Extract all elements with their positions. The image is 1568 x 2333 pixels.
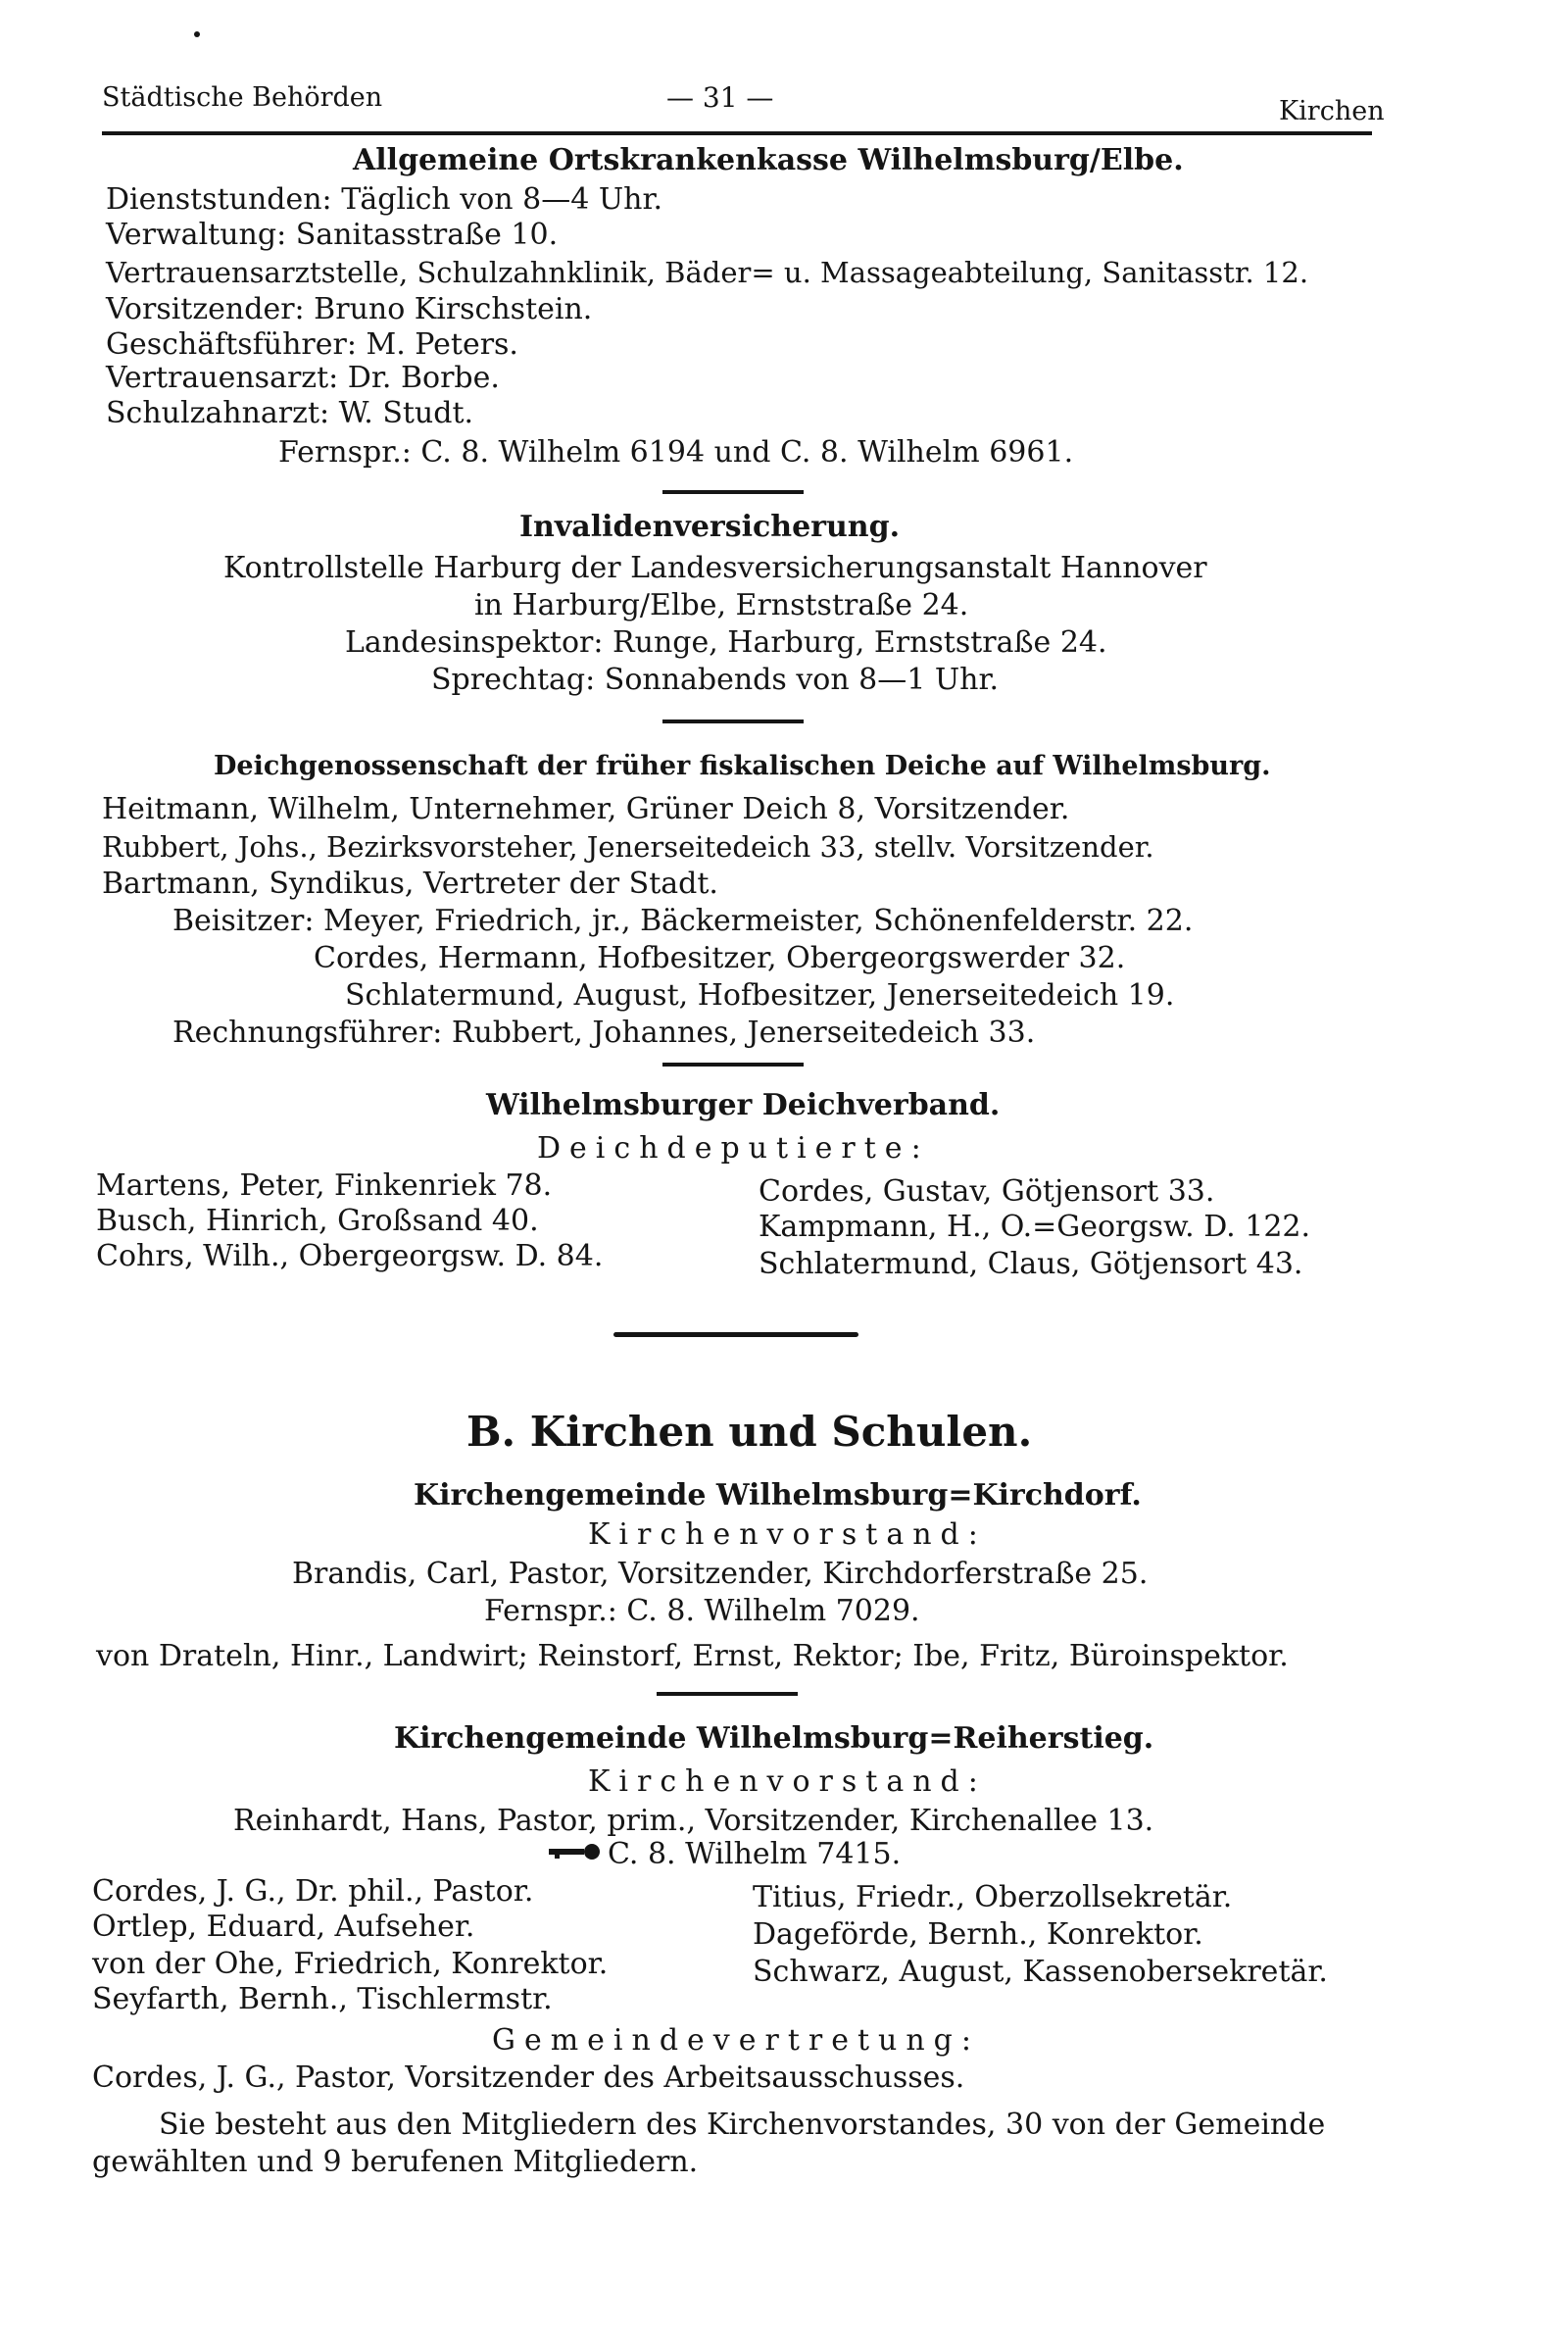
- kirchdorf-line: Brandis, Carl, Pastor, Vorsitzender, Kirchdorferstraße 25.: [292, 1557, 1149, 1591]
- kirchdorf-subtitle: Kirchenvorstand:: [588, 1517, 987, 1552]
- reiherstieg-right: Titius, Friedr., Oberzollsekretär.: [753, 1880, 1233, 1914]
- deich-line: Schlatermund, August, Hofbesitzer, Jenerseitedeich 19.: [345, 978, 1175, 1013]
- reiherstieg-line: C. 8. Wilhelm 7415.: [608, 1837, 902, 1871]
- aok-line: Geschäftsführer: M. Peters.: [106, 327, 518, 362]
- reiherstieg-right: Schwarz, August, Kassenobersekretär.: [753, 1955, 1328, 1989]
- deichverband-left: Cohrs, Wilh., Obergeorgsw. D. 84.: [96, 1239, 604, 1273]
- gemeindevertretung-line: gewählten und 9 berufenen Mitgliedern.: [92, 2145, 699, 2179]
- reiherstieg-line: Reinhardt, Hans, Pastor, prim., Vorsitzender, Kirchenallee 13.: [233, 1804, 1154, 1838]
- telephone-key-icon: [549, 1843, 604, 1861]
- reiherstieg-right: Dageförde, Bernh., Konrektor.: [753, 1917, 1203, 1952]
- kirchdorf-line: von Drateln, Hinr., Landwirt; Reinstorf, Ernst, Rektor; Ibe, Fritz, Büroinspektor.: [96, 1639, 1289, 1673]
- header-right: Kirchen: [1279, 96, 1385, 126]
- kirchdorf-title: Kirchengemeinde Wilhelmsburg=Kirchdorf.: [414, 1478, 1142, 1513]
- print-speck: [194, 31, 200, 37]
- reiherstieg-left: Ortlep, Eduard, Aufseher.: [92, 1910, 475, 1944]
- section-divider: [662, 720, 804, 723]
- aok-line: Verwaltung: Sanitasstraße 10.: [106, 218, 559, 252]
- deichverband-left: Busch, Hinrich, Großsand 40.: [96, 1204, 539, 1238]
- invalid-line: Kontrollstelle Harburg der Landesversicherungsanstalt Hannover: [223, 551, 1207, 585]
- invalid-title: Invalidenversicherung.: [519, 510, 901, 544]
- invalid-line: Sprechtag: Sonnabends von 8—1 Uhr.: [431, 663, 1000, 697]
- kirchdorf-line: Fernspr.: C. 8. Wilhelm 7029.: [484, 1594, 920, 1628]
- aok-line: Fernspr.: C. 8. Wilhelm 6194 und C. 8. Wilhelm 6961.: [278, 435, 1074, 470]
- reiherstieg-title: Kirchengemeinde Wilhelmsburg=Reiherstieg.: [394, 1721, 1154, 1756]
- deichverband-subtitle: Deichdeputierte:: [537, 1131, 930, 1166]
- reiherstieg-left: Cordes, J. G., Dr. phil., Pastor.: [92, 1874, 534, 1909]
- aok-line: Vertrauensarzt: Dr. Borbe.: [106, 361, 500, 395]
- deichverband-title: Wilhelmsburger Deichverband.: [486, 1088, 1001, 1122]
- invalid-line: in Harburg/Elbe, Ernststraße 24.: [474, 588, 969, 622]
- header-rule: [102, 131, 1372, 135]
- aok-line: Dienststunden: Täglich von 8—4 Uhr.: [106, 182, 663, 217]
- reiherstieg-subtitle: Kirchenvorstand:: [588, 1764, 987, 1799]
- section-divider: [662, 490, 804, 494]
- deich-line: Beisitzer: Meyer, Friedrich, jr., Bäckermeister, Schönenfelderstr. 22.: [172, 904, 1194, 938]
- deich-title: Deichgenossenschaft der früher fiskalischen Deiche auf Wilhelmsburg.: [214, 751, 1271, 781]
- reiherstieg-left: Seyfarth, Bernh., Tischlermstr.: [92, 1982, 553, 2016]
- reiherstieg-left: von der Ohe, Friedrich, Konrektor.: [92, 1947, 609, 1981]
- gemeindevertretung-title: Gemeindevertretung:: [492, 2023, 980, 2058]
- section-divider: [657, 1692, 798, 1696]
- deich-line: Rechnungsführer: Rubbert, Johannes, Jenerseitedeich 33.: [172, 1016, 1036, 1050]
- aok-line: Vertrauensarztstelle, Schulzahnklinik, Bäder= u. Massageabteilung, Sanitasstr. 12.: [106, 256, 1309, 289]
- section-b-title: B. Kirchen und Schulen.: [466, 1408, 1033, 1456]
- deich-line: Rubbert, Johs., Bezirksvorsteher, Jenerseitedeich 33, stellv. Vorsitzender.: [102, 830, 1154, 864]
- aok-title: Allgemeine Ortskrankenkasse Wilhelmsburg/Elbe.: [353, 143, 1184, 177]
- invalid-line: Landesinspektor: Runge, Harburg, Ernststraße 24.: [345, 625, 1107, 660]
- aok-line: Schulzahnarzt: W. Studt.: [106, 396, 474, 430]
- gemeindevertretung-line: Sie besteht aus den Mitgliedern des Kirchenvorstandes, 30 von der Gemeinde: [159, 2108, 1326, 2142]
- deichverband-right: Schlatermund, Claus, Götjensort 43.: [759, 1247, 1303, 1281]
- gemeindevertretung-line: Cordes, J. G., Pastor, Vorsitzender des Arbeitsausschusses.: [92, 2060, 965, 2095]
- major-divider: [613, 1332, 858, 1337]
- section-divider: [662, 1063, 804, 1067]
- deich-line: Bartmann, Syndikus, Vertreter der Stadt.: [102, 867, 718, 901]
- aok-line: Vorsitzender: Bruno Kirschstein.: [106, 292, 593, 326]
- deich-line: Cordes, Hermann, Hofbesitzer, Obergeorgswerder 32.: [314, 941, 1126, 975]
- deich-line: Heitmann, Wilhelm, Unternehmer, Grüner Deich 8, Vorsitzender.: [102, 792, 1070, 826]
- deichverband-left: Martens, Peter, Finkenriek 78.: [96, 1168, 553, 1203]
- deichverband-right: Cordes, Gustav, Götjensort 33.: [759, 1174, 1215, 1209]
- header-left: Städtische Behörden: [102, 82, 383, 113]
- deichverband-right: Kampmann, H., O.=Georgsw. D. 122.: [759, 1210, 1311, 1244]
- page-number: — 31 —: [666, 81, 774, 114]
